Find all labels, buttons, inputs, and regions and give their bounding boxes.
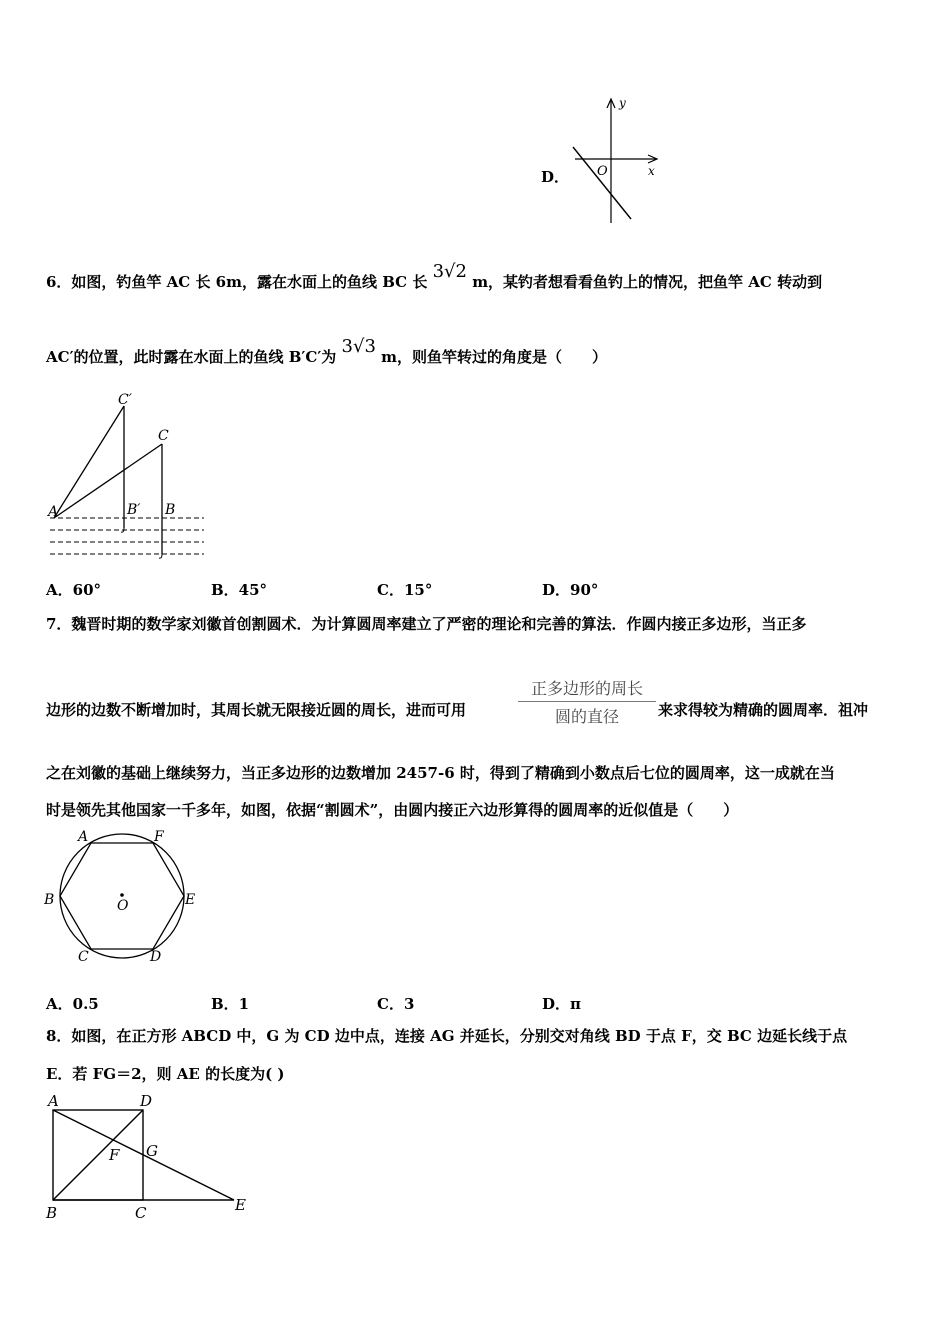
label-c-prime: C′ xyxy=(118,392,132,408)
q6-option-a[interactable]: A．60° xyxy=(46,581,102,599)
label-f: F xyxy=(154,829,164,845)
q5-option-d-graph xyxy=(565,95,665,225)
q7-fraction xyxy=(518,676,656,727)
q7-line4: 时是领先其他国家一千多年，如图，依据“割圆术”，由圆内接正六边形算得的圆周率的近似值是（ ） xyxy=(46,801,739,819)
origin-label: O xyxy=(597,164,608,179)
q6-line1-radical: 3√2 xyxy=(432,261,467,282)
q7-line1: 7．魏晋时期的数学家刘徽首创割圆术．为计算圆周率建立了严密的理论和完善的算法．作圆内接正多边形，当正多 xyxy=(46,615,807,633)
label-a: A xyxy=(48,1092,59,1110)
q7-fraction-numerator: 正多边形的周长 xyxy=(518,676,656,702)
label-b: B xyxy=(44,892,55,908)
label-o: O xyxy=(117,898,129,914)
q8-square-figure xyxy=(44,1090,254,1226)
label-f: F xyxy=(109,1146,120,1164)
q7-hexagon-figure xyxy=(44,826,202,966)
q7-option-b[interactable]: B．1 xyxy=(211,995,250,1013)
q6-option-c[interactable]: C．15° xyxy=(377,581,433,599)
label-a: A xyxy=(78,829,89,845)
label-e: E xyxy=(185,892,196,908)
q6-line2-radical: 3√3 xyxy=(341,336,376,357)
q6-line2-pre: AC′的位置，此时露在水面上的鱼线 B′C′为 xyxy=(46,348,337,366)
x-axis-label: x xyxy=(648,164,655,178)
q8-line2: E．若 FG＝2，则 AE 的长度为( ) xyxy=(46,1065,285,1083)
q6-line1-post: m，某钓者想看看鱼钓上的情况，把鱼竿 AC 转动到 xyxy=(472,273,823,291)
q6-fishing-figure xyxy=(44,388,210,566)
q6-line2-post: m，则鱼竿转过的角度是（ ） xyxy=(381,348,608,366)
label-g: G xyxy=(146,1142,158,1160)
q6-line1-pre: 6．如图，钓鱼竿 AC 长 6m，露在水面上的鱼线 BC 长 xyxy=(46,273,428,291)
q7-line3: 之在刘徽的基础上继续努力，当正多边形的边数增加 2457-6 时，得到了精确到小数点后七位的圆周率，这一成就在当 xyxy=(46,764,835,782)
label-c: C xyxy=(78,949,89,965)
label-c: C xyxy=(158,428,169,444)
y-axis-label: y xyxy=(619,96,626,110)
label-e: E xyxy=(235,1196,246,1214)
label-c: C xyxy=(135,1204,147,1222)
q8-line1: 8．如图，在正方形 ABCD 中，G 为 CD 边中点，连接 AG 并延长，分别交对角线 BD 于点 F，交 BC 边延长线于点 xyxy=(46,1027,848,1045)
q6-option-d[interactable]: D．90° xyxy=(542,581,599,599)
q6-option-b[interactable]: B．45° xyxy=(211,581,268,599)
q6-line1 xyxy=(46,261,823,292)
q7-line2-post: 来求得较为精确的圆周率．祖冲 xyxy=(658,701,869,719)
label-d: D xyxy=(140,1092,153,1110)
label-b: B xyxy=(46,1204,58,1222)
q6-line2 xyxy=(46,336,608,367)
label-a: A xyxy=(48,504,59,520)
label-d: D xyxy=(150,949,162,965)
graph-line xyxy=(573,147,631,219)
q7-option-a[interactable]: A．0.5 xyxy=(46,995,99,1013)
q7-line2-pre: 边形的边数不断增加时，其周长就无限接近圆的周长，进而可用 xyxy=(46,701,467,719)
label-b: B xyxy=(165,502,176,518)
q7-option-d[interactable]: D．π xyxy=(542,995,581,1013)
q7-fraction-denominator: 圆的直径 xyxy=(554,707,619,726)
q7-option-c[interactable]: C．3 xyxy=(377,995,415,1013)
q5-option-d-label: D． xyxy=(541,168,570,186)
label-b-prime: B′ xyxy=(127,502,141,518)
